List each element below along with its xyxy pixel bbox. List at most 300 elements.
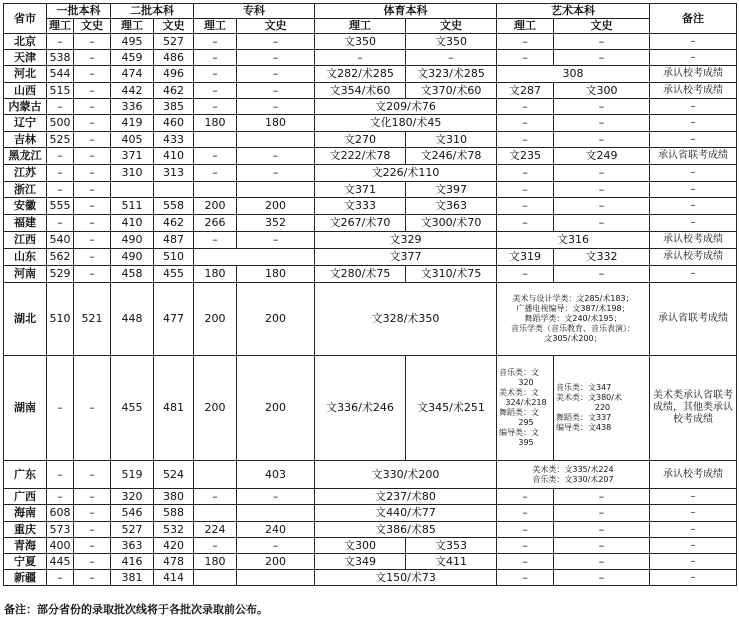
zhuanke-sci	[194, 570, 237, 586]
arts-sci: 文287	[497, 83, 554, 99]
sports-sci: 文222/术78	[315, 148, 406, 165]
batch2-sci: 363	[111, 538, 154, 554]
batch2-lit: 414	[154, 570, 194, 586]
row-ningxia	[4, 554, 737, 570]
header-sports-lit: 文史	[406, 19, 497, 34]
batch2-lit: 558	[154, 198, 194, 215]
header-zhuanke-lit: 文史	[237, 19, 315, 34]
remark-cell: –	[650, 115, 737, 132]
province-cell: 吉林	[4, 132, 47, 148]
zhuanke-sci: –	[194, 83, 237, 99]
header-zhuanke: 专科	[194, 4, 315, 19]
batch2-lit: 510	[154, 249, 194, 266]
batch1-lit: –	[74, 538, 111, 554]
sports-merged: 文330/术200	[315, 461, 497, 489]
sports-merged: 文209/术76	[315, 99, 497, 115]
province-cell: 安徽	[4, 198, 47, 215]
batch1-lit: –	[74, 148, 111, 165]
batch2-sci	[111, 182, 154, 198]
batch1-lit: –	[74, 249, 111, 266]
batch1-sci: 445	[47, 554, 74, 570]
sports-sci: 文350	[315, 34, 406, 50]
remark-cell: –	[650, 50, 737, 66]
batch2-lit: 433	[154, 132, 194, 148]
province-cell: 广东	[4, 461, 47, 489]
batch1-lit: –	[74, 356, 111, 461]
arts-line: 编导类：文	[499, 428, 539, 437]
batch1-sci: –	[47, 215, 74, 232]
zhuanke-sci: –	[194, 538, 237, 554]
arts-sci: –	[497, 50, 554, 66]
arts-lit: –	[554, 489, 650, 505]
batch2-lit: 524	[154, 461, 194, 489]
batch1-lit: –	[74, 182, 111, 198]
sports-lit: 文350	[406, 34, 497, 50]
arts-line: 295	[518, 418, 534, 427]
arts-sci: 文319	[497, 249, 554, 266]
row-qinghai	[4, 538, 737, 554]
batch2-sci: 320	[111, 489, 154, 505]
row-liaoning	[4, 115, 737, 132]
zhuanke-sci	[194, 182, 237, 198]
zhuanke-sci: 180	[194, 266, 237, 283]
sports-sci: 文267/术70	[315, 215, 406, 232]
sports-sci: 文270	[315, 132, 406, 148]
arts-sci: –	[497, 505, 554, 522]
zhuanke-lit: –	[237, 83, 315, 99]
province-cell: 河北	[4, 66, 47, 83]
sports-merged: 文150/术73	[315, 570, 497, 586]
province-cell: 宁夏	[4, 554, 47, 570]
province-cell: 青海	[4, 538, 47, 554]
zhuanke-sci: 200	[194, 356, 237, 461]
arts-merged	[497, 283, 650, 356]
zhuanke-lit: –	[237, 232, 315, 249]
sports-sci: 文282/术285	[315, 66, 406, 83]
header-batch1: 一批本科	[47, 4, 111, 19]
batch1-sci: 544	[47, 66, 74, 83]
sports-lit: 文411	[406, 554, 497, 570]
batch1-lit: –	[74, 215, 111, 232]
batch1-sci: 525	[47, 132, 74, 148]
batch1-sci: –	[47, 165, 74, 182]
arts-sci: –	[497, 132, 554, 148]
batch2-sci: 448	[111, 283, 154, 356]
header-batch2: 二批本科	[111, 4, 194, 19]
arts-lit: –	[554, 570, 650, 586]
sports-merged: 文386/术85	[315, 522, 497, 538]
batch1-lit: –	[74, 34, 111, 50]
batch1-lit: –	[74, 198, 111, 215]
batch2-sci: 405	[111, 132, 154, 148]
arts-line: 美术与设计学类：文285/术183；	[512, 294, 634, 303]
sports-sci: 文336/术246	[315, 356, 406, 461]
batch2-lit: 410	[154, 148, 194, 165]
batch2-lit: 478	[154, 554, 194, 570]
header-arts: 艺术本科	[497, 4, 650, 19]
batch1-sci: –	[47, 148, 74, 165]
arts-sci: –	[497, 198, 554, 215]
arts-sci: –	[497, 489, 554, 505]
zhuanke-sci: –	[194, 232, 237, 249]
arts-lit: 文332	[554, 249, 650, 266]
sports-lit: 文310	[406, 132, 497, 148]
arts-line: 320	[518, 378, 534, 387]
arts-sci	[497, 356, 554, 461]
header-batch1-lit: 文史	[74, 19, 111, 34]
zhuanke-sci: 266	[194, 215, 237, 232]
arts-line: 220	[594, 403, 611, 412]
arts-sci: –	[497, 266, 554, 283]
row-xinjiang	[4, 570, 737, 586]
province-cell: 内蒙古	[4, 99, 47, 115]
batch2-lit: 460	[154, 115, 194, 132]
batch2-sci: 458	[111, 266, 154, 283]
arts-line: 音乐学类（音乐教育、音乐表演）：	[511, 324, 635, 333]
batch1-sci: 573	[47, 522, 74, 538]
header-batch1-sci: 理工	[47, 19, 74, 34]
remark-cell: –	[650, 182, 737, 198]
province-cell: 山东	[4, 249, 47, 266]
arts-line: 美术类：文335/术224	[532, 464, 614, 474]
zhuanke-sci: –	[194, 489, 237, 505]
province-cell: 新疆	[4, 570, 47, 586]
sports-sci: 文354/术60	[315, 83, 406, 99]
row-beijing	[4, 34, 737, 50]
remark-cell: –	[650, 165, 737, 182]
row-jiangxi	[4, 232, 737, 249]
sports-lit: 文323/术285	[406, 66, 497, 83]
arts-lit: –	[554, 198, 650, 215]
arts-merged: 文316	[497, 232, 650, 249]
sports-lit: 文353	[406, 538, 497, 554]
zhuanke-sci: –	[194, 50, 237, 66]
header-zhuanke-sci: 理工	[194, 19, 237, 34]
sports-sci: 文280/术75	[315, 266, 406, 283]
zhuanke-lit: –	[237, 165, 315, 182]
arts-line: 395	[518, 438, 534, 447]
remark-cell: –	[650, 505, 737, 522]
zhuanke-lit	[237, 505, 315, 522]
province-cell: 浙江	[4, 182, 47, 198]
sports-merged: 文化180/术45	[315, 115, 497, 132]
batch2-lit: 477	[154, 283, 194, 356]
batch2-lit	[154, 182, 194, 198]
batch2-sci: 527	[111, 522, 154, 538]
batch1-sci: 515	[47, 83, 74, 99]
sports-merged: 文377	[315, 249, 497, 266]
arts-sci: –	[497, 215, 554, 232]
arts-line: 舞蹈学类：文240/术195；	[524, 314, 622, 323]
row-hubei	[4, 283, 737, 356]
zhuanke-lit: –	[237, 538, 315, 554]
zhuanke-sci	[194, 132, 237, 148]
zhuanke-lit: –	[237, 50, 315, 66]
batch1-lit: –	[74, 266, 111, 283]
batch1-sci: 500	[47, 115, 74, 132]
batch1-sci: 555	[47, 198, 74, 215]
zhuanke-merged	[194, 249, 315, 266]
arts-lit: –	[554, 115, 650, 132]
batch1-sci: 400	[47, 538, 74, 554]
zhuanke-lit: 352	[237, 215, 315, 232]
batch2-lit: 486	[154, 50, 194, 66]
remark-cell: –	[650, 132, 737, 148]
row-guangdong	[4, 461, 737, 489]
arts-line: 广播电视编导：文387/术198；	[516, 304, 630, 313]
zhuanke-lit: –	[237, 99, 315, 115]
remark-cell: –	[650, 538, 737, 554]
row-shanxi	[4, 83, 737, 99]
zhuanke-lit: 240	[237, 522, 315, 538]
arts-line: 324/术218	[505, 398, 547, 407]
batch1-lit: –	[74, 461, 111, 489]
batch2-lit: 588	[154, 505, 194, 522]
row-shandong	[4, 249, 737, 266]
batch2-lit: 420	[154, 538, 194, 554]
batch2-lit: 380	[154, 489, 194, 505]
arts-line: 文305/术200；	[544, 334, 602, 343]
zhuanke-lit: 200	[237, 198, 315, 215]
province-cell: 黑龙江	[4, 148, 47, 165]
batch2-sci: 546	[111, 505, 154, 522]
batch2-lit: 455	[154, 266, 194, 283]
batch1-sci: –	[47, 570, 74, 586]
sports-sci: 文333	[315, 198, 406, 215]
row-hainan	[4, 505, 737, 522]
row-heilongjiang	[4, 148, 737, 165]
zhuanke-lit: –	[237, 34, 315, 50]
arts-lit	[554, 356, 650, 461]
remark-cell: 承认校考成绩	[650, 232, 737, 249]
batch2-sci: 416	[111, 554, 154, 570]
zhuanke-sci: –	[194, 34, 237, 50]
batch2-sci: 442	[111, 83, 154, 99]
batch2-sci: 410	[111, 215, 154, 232]
header-batch2-lit: 文史	[154, 19, 194, 34]
batch1-sci: 608	[47, 505, 74, 522]
sports-merged: 文329	[315, 232, 497, 249]
province-cell: 海南	[4, 505, 47, 522]
header-sports: 体育本科	[315, 4, 497, 19]
remark-cell: –	[650, 522, 737, 538]
zhuanke-sci	[194, 505, 237, 522]
arts-sci: –	[497, 165, 554, 182]
province-cell: 江西	[4, 232, 47, 249]
remark-cell: –	[650, 489, 737, 505]
arts-sci: –	[497, 182, 554, 198]
batch1-lit: –	[74, 115, 111, 132]
batch2-sci: 310	[111, 165, 154, 182]
batch2-sci: 381	[111, 570, 154, 586]
zhuanke-sci: –	[194, 99, 237, 115]
sports-lit: 文300/术70	[406, 215, 497, 232]
batch1-sci: –	[47, 356, 74, 461]
province-cell: 河南	[4, 266, 47, 283]
arts-sci: –	[497, 115, 554, 132]
arts-lit: –	[554, 165, 650, 182]
zhuanke-lit: 180	[237, 115, 315, 132]
remark-cell: –	[650, 99, 737, 115]
zhuanke-lit	[237, 132, 315, 148]
remark-cell: 承认校考成绩	[650, 249, 737, 266]
remark-cell: 承认省联考成绩	[650, 148, 737, 165]
sports-lit: 文370/术60	[406, 83, 497, 99]
batch1-lit: –	[74, 232, 111, 249]
batch1-lit: –	[74, 83, 111, 99]
header-remark: 备注	[650, 4, 737, 34]
remark-cell: 承认校考成绩	[650, 66, 737, 83]
arts-lit: –	[554, 182, 650, 198]
zhuanke-lit: –	[237, 489, 315, 505]
batch1-sci: 510	[47, 283, 74, 356]
province-cell: 湖北	[4, 283, 47, 356]
remark-cell: 承认校考成绩	[650, 83, 737, 99]
remark-cell: 美术类承认省联考成绩，其他类承认校考成绩	[650, 356, 737, 461]
arts-lit: –	[554, 215, 650, 232]
zhuanke-sci: –	[194, 165, 237, 182]
arts-lit: –	[554, 554, 650, 570]
sports-merged: 文440/术77	[315, 505, 497, 522]
zhuanke-lit: 200	[237, 554, 315, 570]
province-cell: 湖南	[4, 356, 47, 461]
zhuanke-lit: 180	[237, 266, 315, 283]
batch1-sci: –	[47, 461, 74, 489]
batch2-sci: 371	[111, 148, 154, 165]
batch2-lit: 385	[154, 99, 194, 115]
row-neimenggu	[4, 99, 737, 115]
row-guangxi	[4, 489, 737, 505]
zhuanke-sci: –	[194, 66, 237, 83]
header-arts-lit: 文史	[554, 19, 650, 34]
zhuanke-sci	[194, 461, 237, 489]
row-anhui	[4, 198, 737, 215]
remark-cell: –	[650, 215, 737, 232]
header-arts-sci: 理工	[497, 19, 554, 34]
zhuanke-lit: 200	[237, 283, 315, 356]
arts-line: 音乐类：文347	[556, 383, 612, 392]
zhuanke-lit	[237, 182, 315, 198]
province-cell: 北京	[4, 34, 47, 50]
row-chongqing	[4, 522, 737, 538]
arts-lit: –	[554, 538, 650, 554]
batch1-lit: –	[74, 505, 111, 522]
admission-score-table	[3, 3, 737, 586]
batch1-sci: 540	[47, 232, 74, 249]
batch1-sci: 529	[47, 266, 74, 283]
zhuanke-lit	[237, 570, 315, 586]
batch2-sci: 511	[111, 198, 154, 215]
arts-lit: –	[554, 34, 650, 50]
batch1-sci: –	[47, 489, 74, 505]
batch1-sci: –	[47, 99, 74, 115]
row-jilin	[4, 132, 737, 148]
sports-merged: 文226/术110	[315, 165, 497, 182]
arts-line: 美术类：文380/术	[556, 393, 622, 402]
arts-lit: 文300	[554, 83, 650, 99]
remark-cell: –	[650, 554, 737, 570]
zhuanke-lit: –	[237, 148, 315, 165]
zhuanke-sci: 200	[194, 283, 237, 356]
header-sports-sci: 理工	[315, 19, 406, 34]
province-cell: 辽宁	[4, 115, 47, 132]
batch2-sci: 490	[111, 249, 154, 266]
sports-lit: 文363	[406, 198, 497, 215]
row-fujian	[4, 215, 737, 232]
zhuanke-sci: 180	[194, 554, 237, 570]
batch2-lit: 527	[154, 34, 194, 50]
zhuanke-lit: –	[237, 66, 315, 83]
row-hebei	[4, 66, 737, 83]
batch2-sci: 490	[111, 232, 154, 249]
sports-lit: 文397	[406, 182, 497, 198]
arts-sci: –	[497, 570, 554, 586]
batch1-sci: 562	[47, 249, 74, 266]
row-hunan	[4, 356, 737, 461]
row-zhejiang	[4, 182, 737, 198]
province-cell: 天津	[4, 50, 47, 66]
batch2-lit: 487	[154, 232, 194, 249]
batch2-sci: 519	[111, 461, 154, 489]
batch1-lit: –	[74, 554, 111, 570]
arts-line: 舞蹈类：文337	[556, 413, 612, 422]
sports-sci: 文349	[315, 554, 406, 570]
sports-lit: 文310/术75	[406, 266, 497, 283]
arts-line: 编导类：文438	[556, 423, 612, 432]
batch1-lit: –	[74, 50, 111, 66]
zhuanke-sci: 180	[194, 115, 237, 132]
sports-sci: 文300	[315, 538, 406, 554]
batch1-lit: –	[74, 489, 111, 505]
batch1-lit: –	[74, 165, 111, 182]
remark-cell: –	[650, 198, 737, 215]
arts-lit: 文249	[554, 148, 650, 165]
arts-lit: –	[554, 266, 650, 283]
arts-sci: –	[497, 34, 554, 50]
arts-merged	[497, 461, 650, 489]
sports-sci: 文371	[315, 182, 406, 198]
remark-cell: –	[650, 34, 737, 50]
sports-merged: 文328/术350	[315, 283, 497, 356]
sports-lit: –	[406, 50, 497, 66]
sports-lit: 文345/术251	[406, 356, 497, 461]
batch2-lit: 462	[154, 215, 194, 232]
arts-sci: –	[497, 538, 554, 554]
batch2-sci: 495	[111, 34, 154, 50]
province-cell: 江苏	[4, 165, 47, 182]
header-province: 省市	[4, 4, 47, 34]
batch2-sci: 455	[111, 356, 154, 461]
batch1-lit: 521	[74, 283, 111, 356]
arts-sci: 文235	[497, 148, 554, 165]
arts-lit: –	[554, 522, 650, 538]
batch2-sci: 474	[111, 66, 154, 83]
sports-sci: –	[315, 50, 406, 66]
header-batch2-sci: 理工	[111, 19, 154, 34]
sports-lit: 文246/术78	[406, 148, 497, 165]
remark-cell: 承认校考成绩	[650, 461, 737, 489]
remark-cell: –	[650, 266, 737, 283]
row-tianjin	[4, 50, 737, 66]
batch1-lit: –	[74, 132, 111, 148]
batch2-sci: 459	[111, 50, 154, 66]
province-cell: 广西	[4, 489, 47, 505]
arts-lit: –	[554, 99, 650, 115]
arts-lit: –	[554, 505, 650, 522]
batch2-lit: 532	[154, 522, 194, 538]
batch1-lit: –	[74, 570, 111, 586]
batch1-sci: –	[47, 182, 74, 198]
